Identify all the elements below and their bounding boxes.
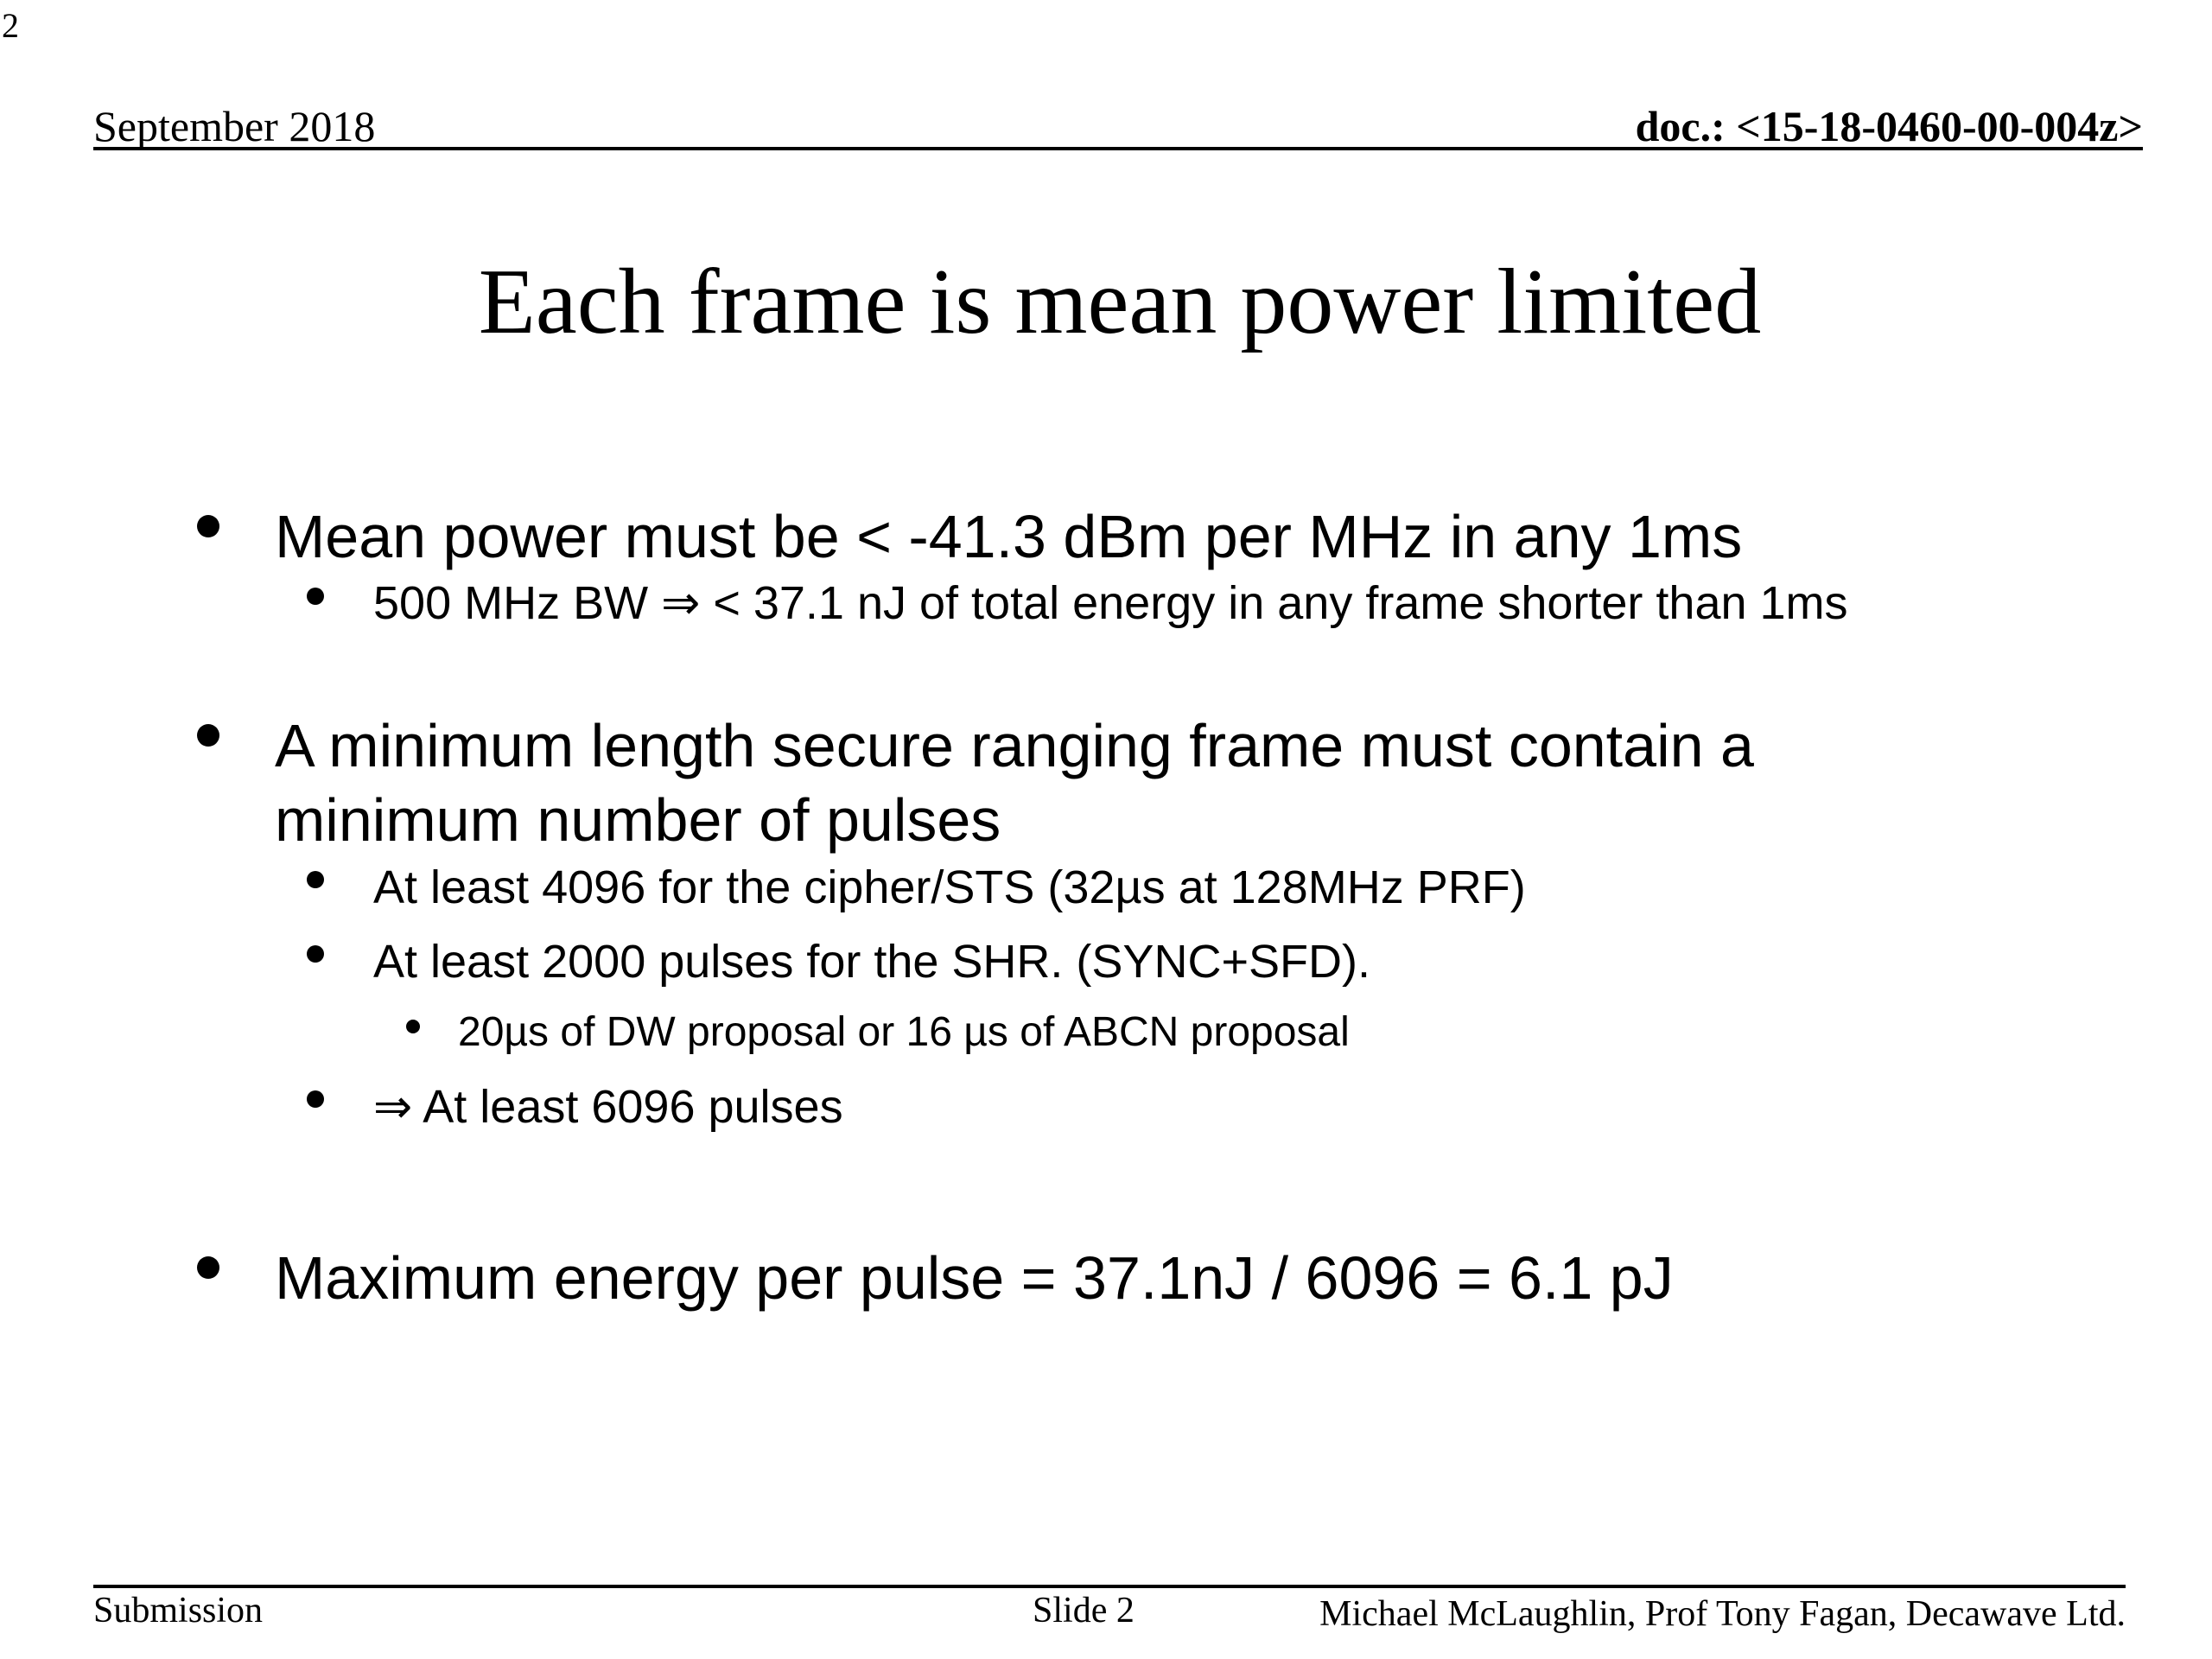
bullet-2-sub-3: ⇒ At least 6096 pulses <box>373 1081 843 1133</box>
bullet-dot <box>307 871 324 888</box>
footer-authors: Michael McLaughlin, Prof Tony Fagan, Decawave Ltd. <box>1319 1594 2126 1634</box>
slide-title: Each frame is mean power limited <box>478 251 1762 353</box>
bullet-dot <box>197 515 219 537</box>
bullet-2-sub-2-1: 20µs of DW proposal or 16 µs of ABCN proposal <box>458 1009 1350 1055</box>
footer-submission: Submission <box>93 1591 264 1630</box>
bullet-2-sub-2: At least 2000 pulses for the SHR. (SYNC+SFD). <box>373 936 1370 988</box>
header-date: September 2018 <box>93 102 376 150</box>
page-number: 2 <box>2 6 19 45</box>
bullet-dot <box>307 945 324 963</box>
bullet-2-sub-1: At least 4096 for the cipher/STS (32µs at 128MHz PRF) <box>373 861 1526 913</box>
bullet-dot <box>307 588 324 605</box>
bullet-dot <box>307 1090 324 1108</box>
bullet-dot <box>197 724 219 747</box>
bullet-2-text-line-1: A minimum length secure ranging frame must contain a <box>275 712 1754 779</box>
footer-slide-number: Slide 2 <box>1033 1591 1135 1630</box>
header-divider <box>93 147 2143 150</box>
bullet-3-text: Maximum energy per pulse = 37.1nJ / 6096 = 6.1 pJ <box>275 1244 1674 1312</box>
bullet-1-sub-1: 500 MHz BW ⇒ < 37.1 nJ of total energy in any frame shorter than 1ms <box>373 577 1848 629</box>
bullet-2-text-line-2: minimum number of pulses <box>275 786 1001 854</box>
bullet-dot <box>197 1256 219 1279</box>
bullet-1-text: Mean power must be < -41.3 dBm per MHz in any 1ms <box>275 503 1743 570</box>
header-doc-id: doc.: <15-18-0460-00-004z> <box>1635 102 2143 150</box>
bullet-dot <box>406 1020 420 1033</box>
